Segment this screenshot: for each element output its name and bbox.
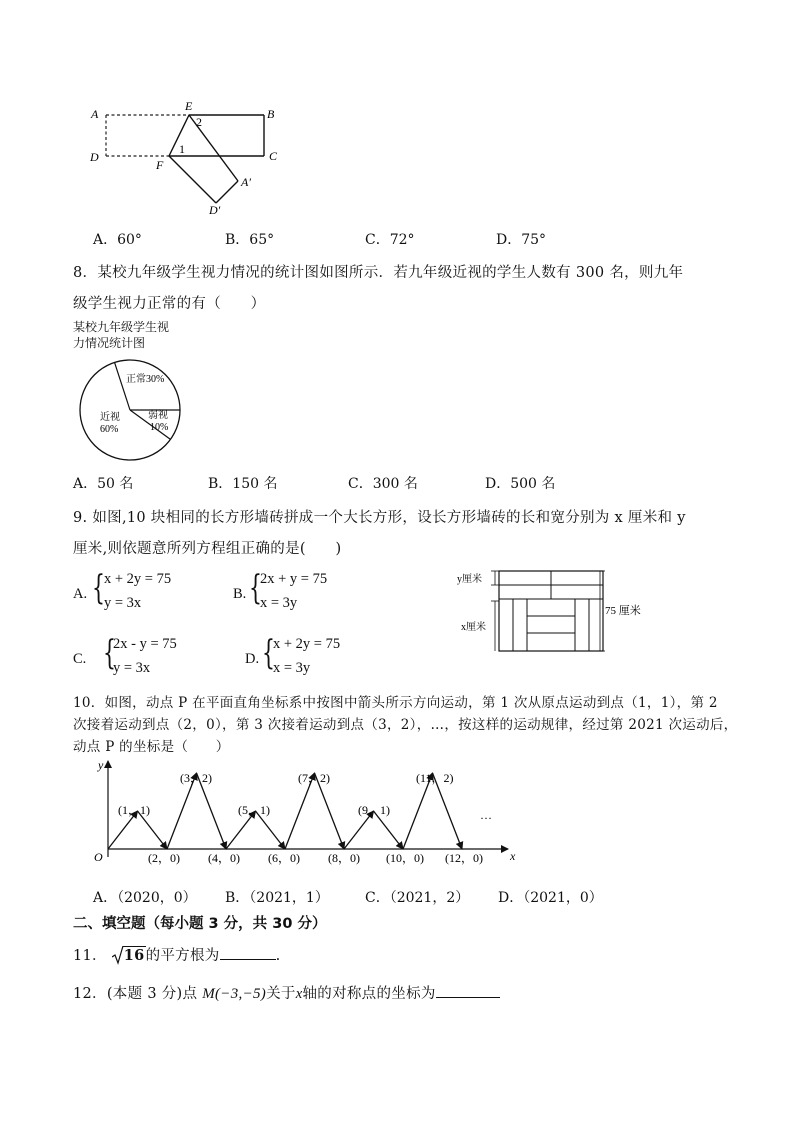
q8-chart-title-1: 某校九年级学生视: [73, 320, 170, 334]
q9-option-b-brace: {: [249, 568, 262, 608]
q10-label-3-2: (3，2): [180, 771, 212, 785]
q10-option-d[interactable]: D．（2021，0）: [498, 890, 603, 906]
q7-label-D-prime: D′: [209, 203, 221, 217]
q12-line: [73, 982, 500, 1003]
q11-sqrt: [112, 947, 146, 964]
q10-path-group: [108, 773, 462, 849]
q10-label-12-0: (12，0): [445, 851, 483, 865]
q7-label-A: A: [91, 107, 99, 121]
q12-answer-blank[interactable]: [436, 983, 500, 998]
q9-option-a-brace: {: [92, 568, 105, 608]
q8-question-line1: 8．某校九年级学生视力情况的统计图如图所示．若九年级近视的学生人数有 300 名，则九年: [73, 265, 684, 281]
q7-option-b[interactable]: B．65°: [225, 232, 275, 248]
q11-prefix: 11．: [73, 948, 107, 964]
section-2-title: 二、填空题（每小题 3 分，共 30 分）: [73, 916, 327, 932]
q8-slice-label-weak-name: 弱视: [148, 410, 168, 421]
q9-option-d-letter[interactable]: D.: [245, 651, 260, 667]
q7-option-c[interactable]: C．72°: [365, 232, 415, 248]
q8-slice-label-weak-pct: 10%: [150, 422, 169, 433]
q10-question-line1: 10．如图，动点 P 在平面直角坐标系中按图中箭头所示方向运动，第 1 次从原点运动到点（1，1），第 2: [73, 695, 718, 711]
q7-angle-2: 2: [196, 115, 202, 129]
q10-label-9-1: (9，1): [358, 803, 390, 817]
q9-option-c-eq2: y = 3x: [113, 660, 151, 676]
q8-option-c[interactable]: C．300 名: [348, 476, 418, 492]
q12-axis: x: [295, 986, 303, 1002]
q10-axis-x-label: x: [510, 849, 516, 863]
q9-question-line1: 9. 如图,10 块相同的长方形墙砖拼成一个大长方形，设长方形墙砖的长和宽分别为 x 厘米和 y: [73, 510, 686, 526]
q11-radicand: 16: [123, 947, 145, 964]
q11-radical-sign-icon: [112, 946, 124, 966]
q9-option-a-letter[interactable]: A.: [73, 586, 88, 602]
q7-label-A-prime: A′: [241, 175, 251, 189]
q11-answer-blank[interactable]: [220, 945, 276, 960]
q9-option-b-eq1: 2x + y = 75: [260, 571, 328, 587]
q11-line: [73, 944, 280, 965]
q9-option-d-eq1: x + 2y = 75: [273, 636, 341, 652]
q10-label-1-1: (1，1): [118, 803, 150, 817]
q9-question-line2: 厘米,则依题意所列方程组正确的是( ): [73, 541, 342, 557]
q8-pie-chart: [78, 358, 186, 466]
q10-label-7-2: (7，2): [298, 771, 330, 785]
q10-option-b[interactable]: B．（2021，1）: [225, 890, 329, 906]
q10-option-c[interactable]: C．（2021，2）: [365, 890, 470, 906]
q10-label-6-0: (6，0): [268, 851, 300, 865]
q9-total-label: 75 厘米: [605, 605, 641, 617]
q10-option-a[interactable]: A．（2020，0）: [93, 890, 197, 906]
q8-slice-label-myopia-name: 近视: [100, 412, 120, 423]
q9-x-label: x厘米: [461, 622, 486, 633]
q7-angle-1: 1: [179, 142, 185, 156]
q10-label-5-1: (5，1): [238, 803, 270, 817]
q7-edge-A'D': [216, 181, 238, 203]
q9-option-d-brace: {: [262, 633, 275, 673]
q10-label-2-0: (2，0): [148, 851, 180, 865]
q7-option-d[interactable]: D．75°: [496, 232, 547, 248]
q10-axis-y-label: y: [98, 758, 104, 772]
q9-option-c-eq1: 2x - y = 75: [113, 636, 177, 652]
q8-slice-label-myopia-pct: 60%: [100, 424, 119, 435]
q8-slice-label-normal: 正常30%: [126, 374, 165, 385]
q9-option-a-eq1: x + 2y = 75: [104, 571, 172, 587]
q7-label-F: F: [156, 158, 164, 172]
q9-option-d-eq2: x = 3y: [273, 660, 311, 676]
q9-option-c-letter[interactable]: C.: [73, 651, 87, 667]
q7-option-a[interactable]: A．60°: [93, 232, 142, 248]
q10-question-line2: 次接着运动到点（2，0），第 3 次接着运动到点（3，2），…，按这样的运动规律，经过第 2021 次运动后，: [73, 717, 738, 733]
q10-label-8-0: (8，0): [328, 851, 360, 865]
q8-option-b[interactable]: B．150 名: [208, 476, 278, 492]
q10-label-11-2: (11，2): [416, 771, 454, 785]
q11-end: .: [275, 948, 281, 964]
q9-option-b-eq2: x = 3y: [260, 595, 298, 611]
q10-label-4-0: (4，0): [208, 851, 240, 865]
q7-label-B: B: [267, 107, 275, 121]
q10-label-10-0: (10，0): [386, 851, 424, 865]
q7-edge-FD': [169, 156, 216, 203]
q10-ellipsis: …: [480, 808, 492, 822]
q10-coordinate-chart: [88, 757, 524, 869]
q12-point: M(−3,−5): [202, 986, 267, 1002]
q12-suffix: 轴的对称点的坐标为: [302, 986, 436, 1002]
q9-option-c-brace: {: [103, 633, 116, 673]
q7-label-D: D: [90, 150, 99, 164]
q7-label-E: E: [185, 99, 193, 113]
q11-suffix: 的平方根为: [145, 948, 220, 964]
q10-origin-label: O: [94, 850, 103, 864]
q8-question-line2: 级学生视力正常的有（ ）: [73, 296, 266, 312]
q8-option-a[interactable]: A．50 名: [73, 476, 134, 492]
q10-question-line3: 动点 P 的坐标是（ ）: [73, 739, 230, 755]
q9-option-b-letter[interactable]: B.: [233, 586, 247, 602]
q7-label-C: C: [269, 149, 278, 163]
q9-y-label: y厘米: [457, 574, 482, 585]
q9-brick-figure: [455, 565, 645, 657]
q8-chart-title-2: 力情况统计图: [73, 336, 146, 350]
q8-option-d[interactable]: D．500 名: [485, 476, 556, 492]
q9-option-a-eq2: y = 3x: [104, 595, 142, 611]
q12-prefix: 12．(本题 3 分)点: [73, 986, 203, 1002]
q7-geometry-figure: [85, 98, 295, 223]
q12-middle: 关于: [266, 986, 296, 1002]
q8-pie-divider-normal: [115, 362, 130, 410]
